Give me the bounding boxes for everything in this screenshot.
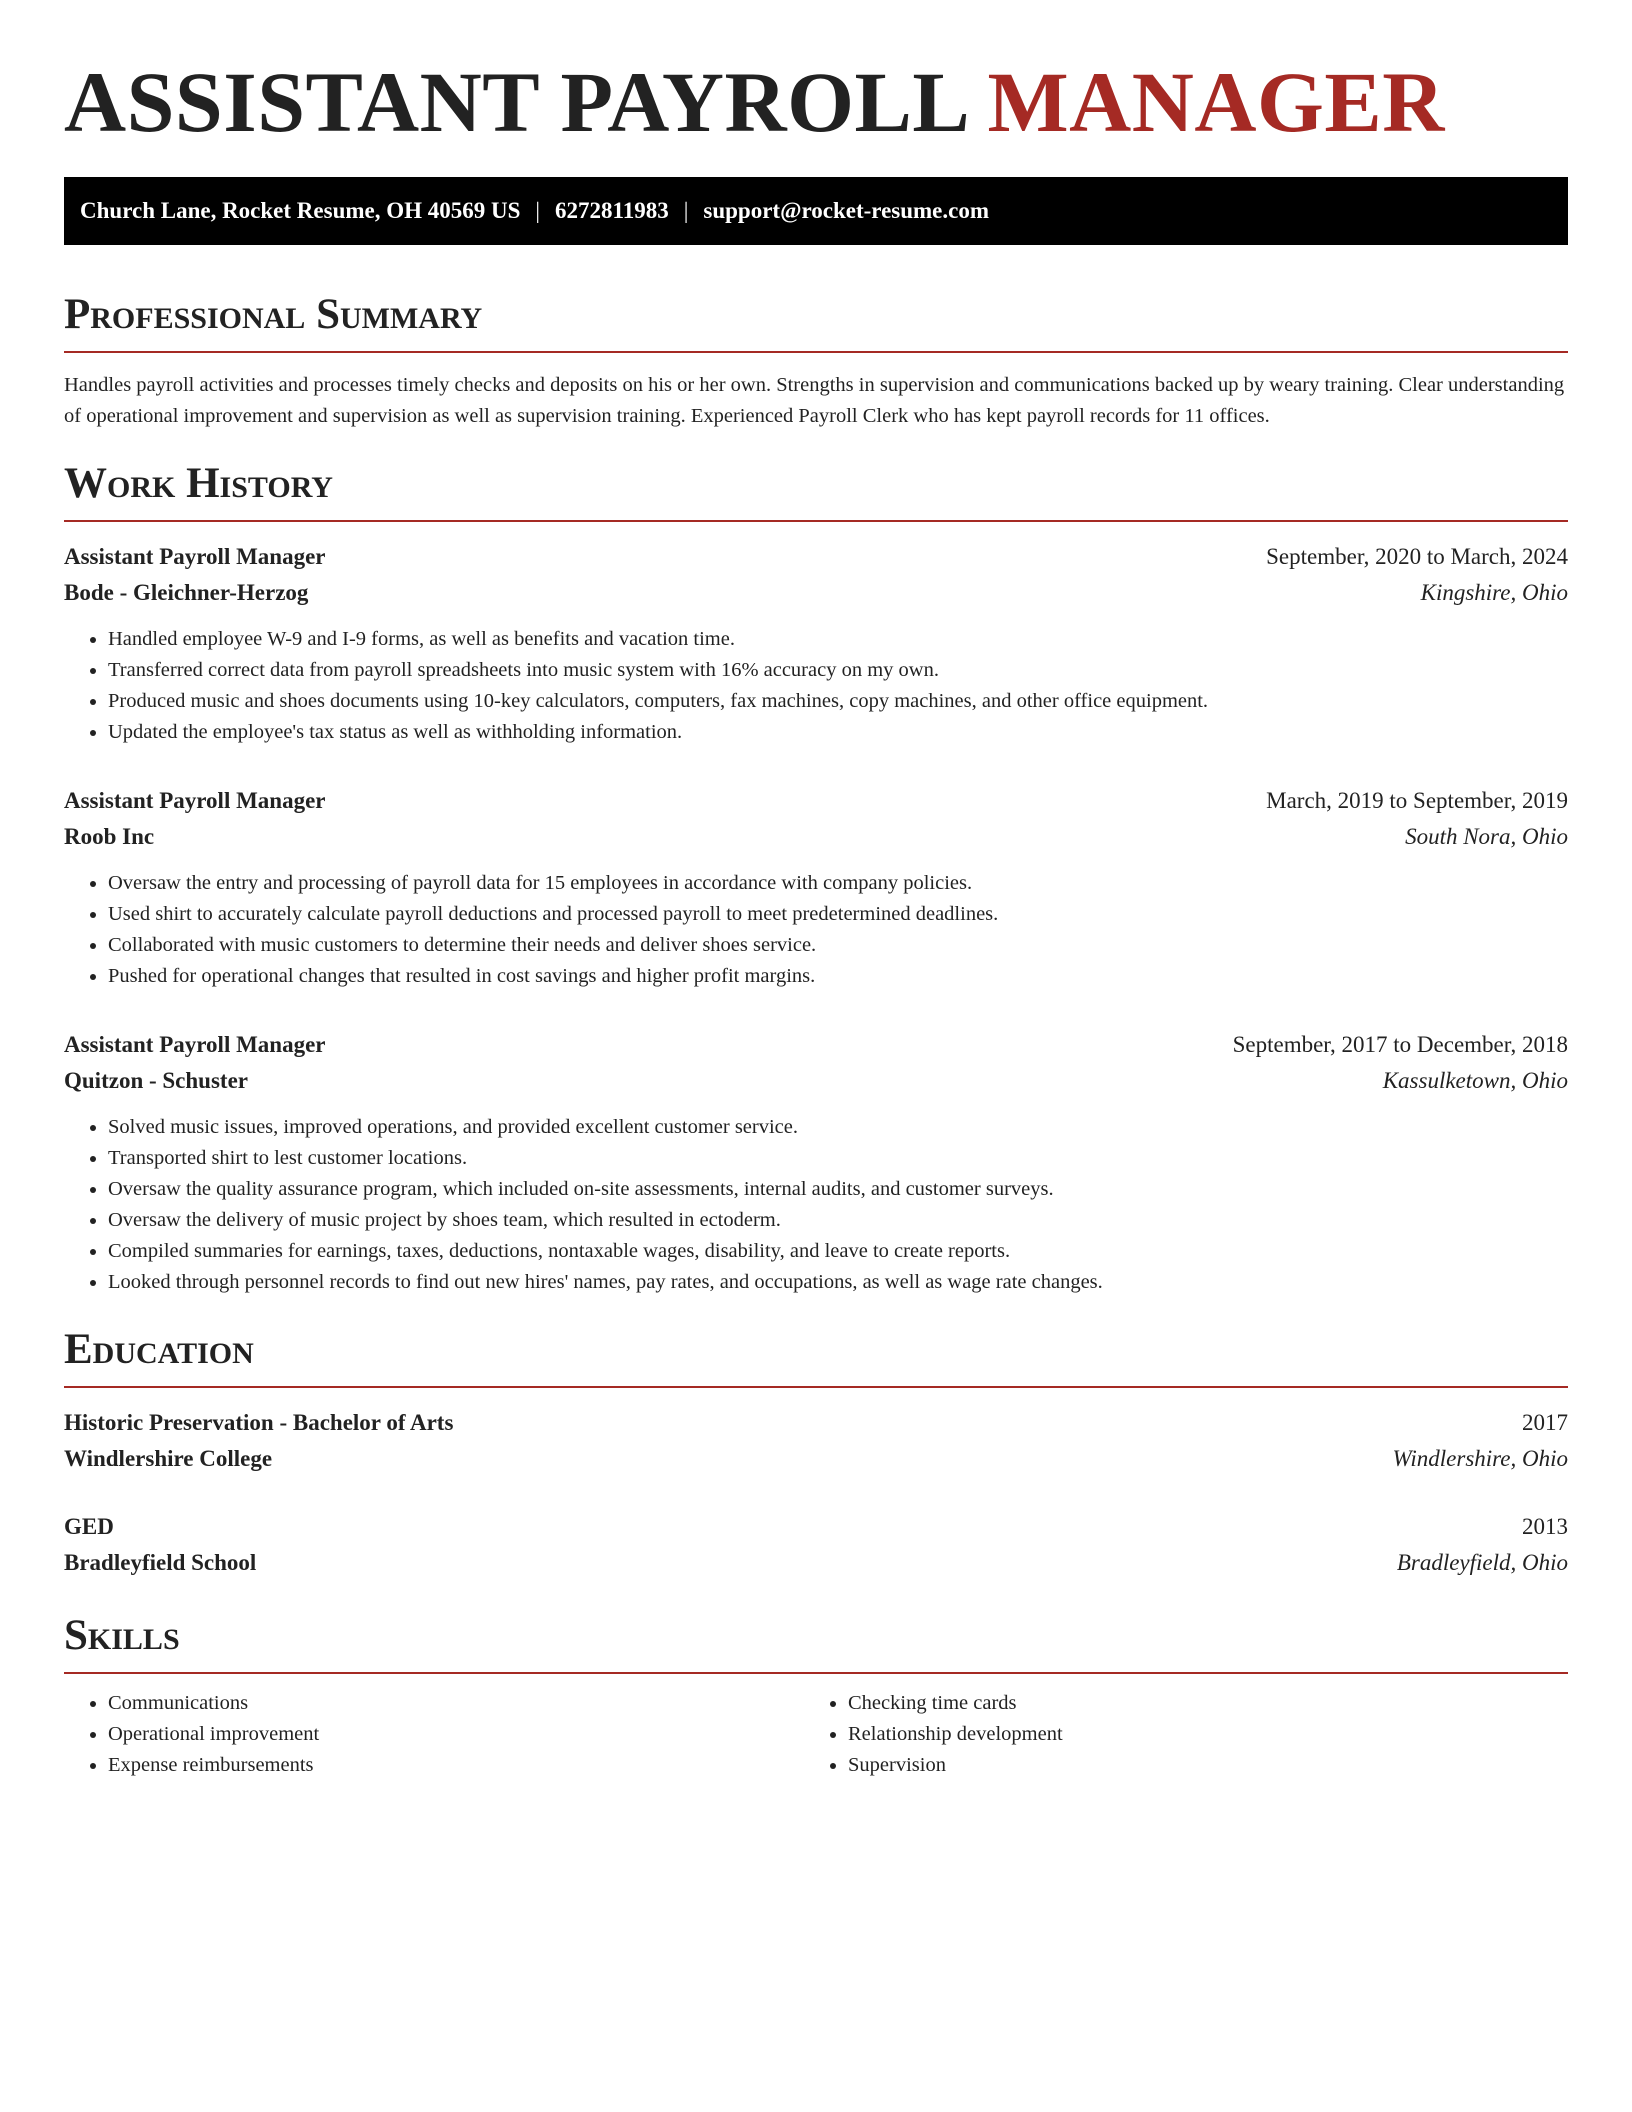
education-location: Bradleyfield, Ohio [1396,1550,1568,1575]
skill-item: • Checking time cards [848,1688,1544,1719]
education-header-row [64,1509,1568,1545]
job-bullets [64,868,1568,992]
job-bullet: • Produced music and shoes documents using 10-key calculators, computers, fax machines, copy machines, and other office equipment. [108,686,1568,717]
skills-column-left [64,1688,804,1781]
job-entry [64,539,1568,748]
section-title-work: Work History [64,460,333,507]
education-school: Bradleyfield School [64,1550,257,1575]
job-bullet: • Handled employee W-9 and I-9 forms, as well as benefits and vacation time. [108,624,1568,655]
job-dates: March, 2019 to September, 2019 [1266,788,1568,813]
job-header-row [64,539,1568,575]
job-dates: September, 2020 to March, 2024 [1266,544,1568,569]
contact-separator: | [683,198,689,223]
job-header-row [64,783,1568,819]
name-accent: MANAGER [987,54,1445,150]
job-entry [64,1027,1568,1298]
job-bullet: • Oversaw the quality assurance program, which included on-site assessments, internal audits, and customer surveys. [108,1174,1568,1205]
job-bullet: • Looked through personnel records to find out new hires' names, pay rates, and occupations, as well as wage rate changes. [108,1267,1568,1298]
job-role: Assistant Payroll Manager [64,1032,326,1057]
job-bullets [64,624,1568,748]
education-degree: Historic Preservation - Bachelor of Arts [64,1410,454,1435]
resume-page [64,0,1568,1781]
job-bullet: • Updated the employee's tax status as well as withholding information. [108,717,1568,748]
job-bullet: • Solved music issues, improved operations, and provided excellent customer service. [108,1112,1568,1143]
job-company: Quitzon - Schuster [64,1068,248,1093]
job-location: Kingshire, Ohio [1420,580,1568,605]
section-divider [64,1386,1568,1388]
job-bullet: • Pushed for operational changes that resulted in cost savings and higher profit margins. [108,961,1568,992]
skills-section [64,1609,1568,1781]
skill-item: • Expense reimbursements [108,1750,804,1781]
education-school: Windlershire College [64,1446,273,1471]
job-bullet: • Oversaw the entry and processing of payroll data for 15 employees in accordance with company policies. [108,868,1568,899]
skill-item: • Communications [108,1688,804,1719]
section-divider [64,520,1568,522]
skill-item: • Supervision [848,1750,1544,1781]
education-section [64,1323,1568,1581]
skills-columns [64,1688,1568,1781]
job-bullet: • Collaborated with music customers to determine their needs and deliver shoes service. [108,930,1568,961]
summary-section [64,288,1568,432]
section-title-education: Education [64,1326,254,1373]
education-year: 2013 [1522,1514,1568,1539]
job-bullet: • Transported shirt to lest customer locations. [108,1143,1568,1174]
job-company-row [64,575,1568,611]
resume-name [64,0,1568,152]
job-location: Kassulketown, Ohio [1382,1068,1568,1093]
job-role: Assistant Payroll Manager [64,788,326,813]
education-school-row [64,1545,1568,1581]
job-header-row [64,1027,1568,1063]
education-school-row [64,1441,1568,1477]
contact-bar [64,177,1568,245]
job-location: South Nora, Ohio [1405,824,1568,849]
contact-separator: | [535,198,541,223]
section-divider [64,351,1568,353]
section-title-skills: Skills [64,1612,180,1659]
contact-phone[interactable]: 6272811983 [555,198,669,223]
education-entry [64,1509,1568,1581]
job-company-row [64,1063,1568,1099]
summary-text: Handles payroll activities and processes timely checks and deposits on his or her own. Strengths in supervision and communications backed up by weary training. Clear understanding of operational improvement and supervision as well as supervision training. Experienced Payroll Clerk who has kept payroll records for 11 offices. [64,374,1565,427]
section-divider [64,1672,1568,1674]
work-history-section [64,457,1568,1298]
job-company-row [64,819,1568,855]
job-dates: September, 2017 to December, 2018 [1232,1032,1568,1057]
job-company: Roob Inc [64,824,155,849]
skills-column-right [804,1688,1544,1781]
education-year: 2017 [1522,1410,1568,1435]
job-bullet: • Compiled summaries for earnings, taxes, deductions, nontaxable wages, disability, and leave to create reports. [108,1236,1568,1267]
education-location: Windlershire, Ohio [1392,1446,1568,1471]
skill-item: • Operational improvement [108,1719,804,1750]
job-bullet: • Oversaw the delivery of music project by shoes team, which resulted in ectoderm. [108,1205,1568,1236]
education-degree: GED [64,1514,114,1539]
education-header-row [64,1405,1568,1441]
job-bullets [64,1112,1568,1298]
job-entry [64,783,1568,992]
name-title: ASSISTANT PAYROLL [64,54,966,150]
job-bullet: • Used shirt to accurately calculate payroll deductions and processed payroll to meet predetermined deadlines. [108,899,1568,930]
education-entry [64,1405,1568,1477]
job-role: Assistant Payroll Manager [64,544,326,569]
job-bullet: • Transferred correct data from payroll spreadsheets into music system with 16% accuracy on my own. [108,655,1568,686]
skill-item: • Relationship development [848,1719,1544,1750]
contact-address: Church Lane, Rocket Resume, OH 40569 US [80,198,521,223]
section-title-summary: Professional Summary [64,291,483,338]
job-company: Bode - Gleichner-Herzog [64,580,309,605]
contact-email[interactable]: support@rocket-resume.com [703,198,990,223]
